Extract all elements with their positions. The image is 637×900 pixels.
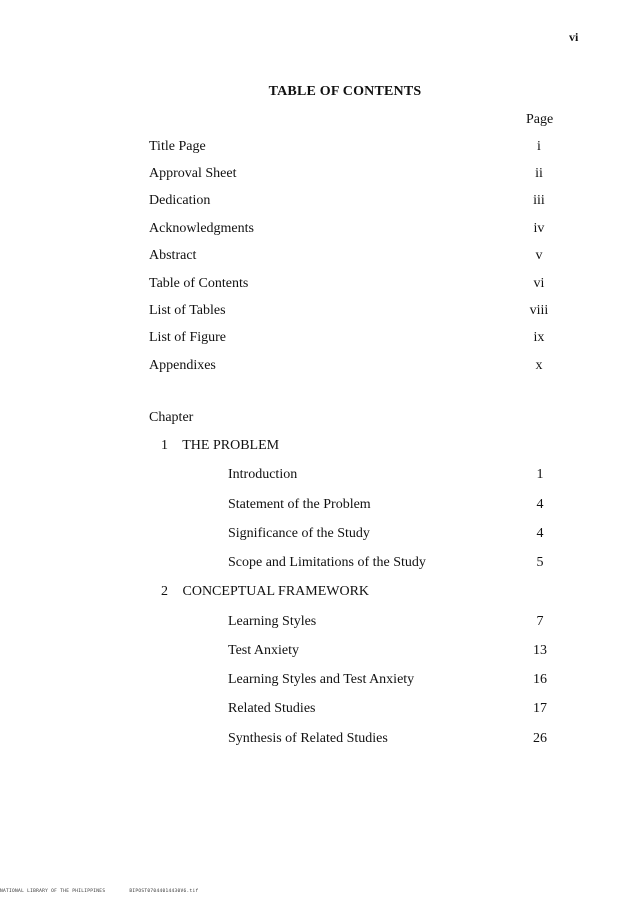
toc-entry-table-of-contents: Table of Contents: [149, 276, 249, 291]
toc-page-synthesis-related-studies: 26: [533, 731, 547, 746]
chapter-number: 2: [161, 584, 168, 599]
toc-page-scope-limitations: 5: [536, 555, 544, 570]
toc-page-learning-styles: 7: [536, 614, 544, 629]
toc-entry-dedication: Dedication: [149, 193, 211, 208]
toc-page-significance: 4: [536, 526, 544, 541]
document-title: TABLE OF CONTENTS: [268, 84, 422, 99]
toc-page-related-studies: 17: [533, 701, 547, 716]
chapter-label: Chapter: [149, 410, 194, 425]
toc-entry-abstract: Abstract: [149, 248, 197, 263]
toc-page-dedication: iii: [533, 193, 545, 208]
toc-entry-acknowledgments: Acknowledgments: [149, 221, 254, 236]
chapter-number: 1: [161, 438, 168, 453]
toc-entry-approval-sheet: Approval Sheet: [149, 166, 237, 181]
scan-footer: [0, 889, 199, 894]
toc-entry-introduction: Introduction: [228, 467, 298, 482]
toc-page-learning-styles-test-anxiety: 16: [533, 672, 547, 687]
toc-entry-scope-limitations: Scope and Limitations of the Study: [228, 555, 426, 570]
toc-entry-appendixes: Appendixes: [149, 358, 216, 373]
toc-entry-synthesis-related-studies: Synthesis of Related Studies: [228, 731, 388, 746]
chapter-title: CONCEPTUAL FRAMEWORK: [182, 584, 370, 599]
toc-page-appendixes: x: [535, 358, 543, 373]
footer-file-id: BIPOST07044014430V6.tif: [129, 889, 199, 894]
page-number: vi: [569, 30, 579, 44]
toc-page-list-of-figure: ix: [533, 330, 545, 345]
toc-page-title-page: i: [537, 139, 541, 154]
footer-library: NATIONAL LIBRARY OF THE PHILIPPINES: [0, 889, 106, 894]
toc-entry-title-page: Title Page: [149, 139, 206, 154]
toc-page-statement-of-problem: 4: [536, 497, 544, 512]
toc-entry-related-studies: Related Studies: [228, 701, 316, 716]
toc-entry-learning-styles-test-anxiety: Learning Styles and Test Anxiety: [228, 672, 415, 687]
toc-page-test-anxiety: 13: [533, 643, 547, 658]
toc-page-approval-sheet: ii: [535, 166, 543, 181]
toc-page-list-of-tables: viii: [529, 303, 549, 318]
toc-page-acknowledgments: iv: [533, 221, 545, 236]
toc-entry-list-of-tables: List of Tables: [149, 303, 226, 318]
toc-page-introduction: 1: [536, 467, 544, 482]
toc-page-abstract: v: [535, 248, 543, 263]
toc-entry-learning-styles: Learning Styles: [228, 614, 317, 629]
chapter-title: THE PROBLEM: [182, 438, 280, 453]
toc-page-table-of-contents: vi: [533, 276, 545, 291]
toc-entry-significance: Significance of the Study: [228, 526, 370, 541]
page-column-header: Page: [526, 112, 554, 127]
toc-entry-test-anxiety: Test Anxiety: [228, 643, 299, 658]
chapter-heading-1: [161, 438, 279, 454]
toc-entry-statement-of-problem: Statement of the Problem: [228, 497, 371, 512]
chapter-heading-2: [161, 584, 369, 600]
toc-entry-list-of-figure: List of Figure: [149, 330, 226, 345]
